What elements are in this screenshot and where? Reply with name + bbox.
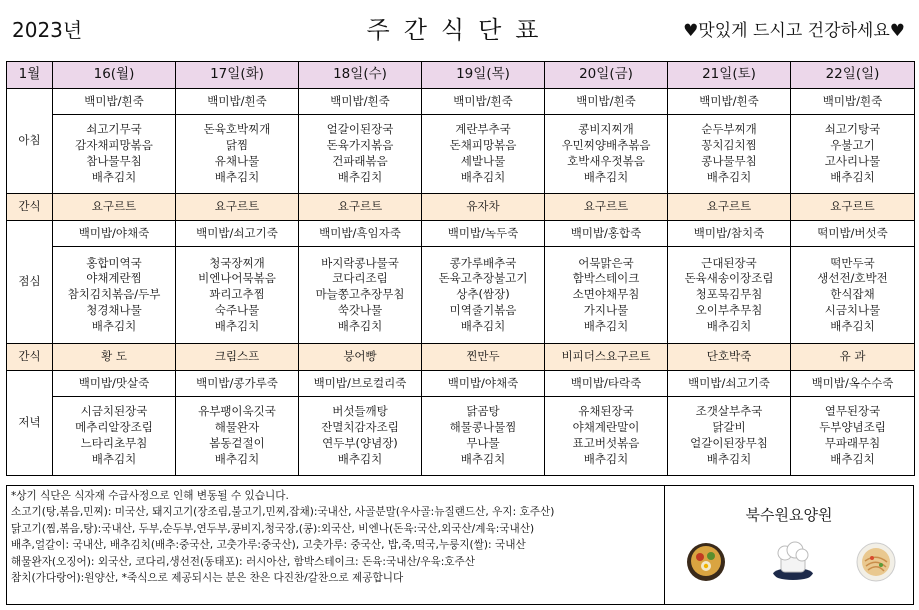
snack2-row (7, 344, 915, 371)
dinner-rice-cell: 백미밥/브로컬리죽 (299, 371, 422, 397)
menu-item: 돈육가지볶음 (326, 138, 394, 153)
snack-cell: 요구르트 (299, 194, 422, 221)
day-header: 18일(수) (299, 62, 422, 89)
snack-cell: 단호박죽 (668, 344, 791, 371)
menu-item: 배추김치 (706, 451, 752, 466)
menu-item: 청국장찌개 (209, 255, 265, 270)
dinner-rice-cell: 백미밥/타락죽 (545, 371, 668, 397)
menu-item: 상추(쌈장) (456, 287, 510, 302)
menu-item: 야채계란말이 (572, 420, 640, 435)
lunch-sides-cell (791, 247, 915, 344)
menu-item: 닭곰탕 (466, 404, 500, 419)
noodle-plate-icon (855, 541, 897, 583)
dinner-rice-cell: 백미밥/옥수수죽 (791, 371, 915, 397)
breakfast-sides-cell (299, 115, 422, 194)
dinner-rice-cell: 백미밥/쇠고기죽 (668, 371, 791, 397)
lunch-sides-cell (176, 247, 299, 344)
breakfast-rice-cell: 백미밥/흰죽 (545, 89, 668, 115)
menu-item: 돈채피망볶음 (449, 138, 517, 153)
menu-item: 닭찜 (225, 138, 249, 153)
dinner-sides-cell (668, 397, 791, 476)
menu-item: 어묵맑은국 (578, 255, 634, 270)
menu-item: 유채나물 (214, 154, 260, 168)
menu-item: 호박새우젓볶음 (567, 154, 645, 168)
menu-item: 배추김치 (583, 318, 629, 333)
day-header: 19일(목) (422, 62, 545, 89)
breakfast-sides-cell (791, 115, 915, 194)
snack-cell: 크림스프 (176, 344, 299, 371)
snack-cell: 유자차 (422, 194, 545, 221)
lunch-rice-cell: 떡미밥/버섯죽 (791, 221, 915, 247)
menu-item: 배추김치 (91, 318, 137, 333)
chef-hat-icon (769, 541, 817, 583)
menu-item: 순두부찌개 (701, 122, 757, 137)
snack-cell: 요구르트 (668, 194, 791, 221)
day-header-row (7, 62, 915, 89)
brand-box (664, 485, 914, 605)
lunch-sides-cell (545, 247, 668, 344)
menu-item: 청경채나물 (86, 302, 142, 317)
dinner-rice-cell: 백미밥/맛살죽 (53, 371, 176, 397)
menu-item: 비엔나어묵볶음 (198, 271, 276, 286)
menu-item: 우민찌양배추볶음 (561, 138, 651, 153)
menu-item: 배추김치 (337, 451, 383, 466)
menu-item: 배추김치 (214, 318, 260, 333)
menu-item: 시금치된장국 (80, 404, 148, 419)
menu-item: 함박스테이크 (572, 271, 640, 286)
lunch-rice-cell: 백미밥/야채죽 (53, 221, 176, 247)
breakfast-sides-row (7, 115, 915, 194)
menu-item: 가지나물 (583, 302, 629, 317)
snack-cell: 황 도 (53, 344, 176, 371)
menu-item: 배추김치 (583, 451, 629, 466)
menu-item: 쇠고기무국 (86, 122, 142, 137)
note-line: 배추,얼갈이: 국내산, 배추김치(배추:중국산, 고춧가루:중국산), 고춧가루: 중국산, 밥,죽,떡국,누룽지(쌀): 국내산 (11, 539, 526, 552)
note-line: *상기 식단은 식자재 수급사정으로 인해 변동될 수 있습니다. (11, 490, 289, 502)
breakfast-rice-row (7, 89, 915, 115)
menu-item: 배추김치 (460, 169, 506, 184)
menu-item: 배추김치 (337, 318, 383, 333)
note-line: 해물완자(오징어): 외국산, 코다리,생선전(동태포): 러시아산, 함박스테이크: 돈육:국내산/우육:호주산 (11, 555, 475, 568)
lunch-rice-cell: 백미밥/홍합죽 (545, 221, 668, 247)
snack2-label: 간식 (7, 344, 53, 371)
menu-item: 계란부추국 (455, 122, 511, 137)
menu-item: 소면야채무침 (572, 287, 640, 302)
menu-item: 메추리알장조림 (75, 420, 153, 435)
menu-item: 코다리조림 (332, 271, 388, 286)
menu-item: 돈육새송이장조림 (684, 271, 774, 286)
dinner-sides-cell (299, 397, 422, 476)
breakfast-rice-cell: 백미밥/흰죽 (422, 89, 545, 115)
dinner-rice-cell: 백미밥/야채죽 (422, 371, 545, 397)
menu-item: 콩나물무침 (701, 154, 757, 168)
day-header: 17일(화) (176, 62, 299, 89)
day-header: 20일(금) (545, 62, 668, 89)
menu-item: 배추김치 (214, 451, 260, 466)
breakfast-rice-cell: 백미밥/흰죽 (791, 89, 915, 115)
page-title: 주간식단표 (366, 16, 553, 44)
day-header: 22일(일) (791, 62, 915, 89)
lunch-rice-cell: 백미밥/참치죽 (668, 221, 791, 247)
menu-item: 배추김치 (91, 169, 137, 184)
menu-item: 참나물무침 (86, 154, 142, 168)
dinner-sides-cell (53, 397, 176, 476)
menu-item: 배추김치 (337, 169, 383, 184)
menu-item: 느타리초무침 (80, 436, 148, 450)
menu-item: 생선전/호박전 (817, 271, 888, 286)
facility-name: 북수원요양원 (745, 506, 833, 524)
breakfast-rice-cell: 백미밥/흰죽 (176, 89, 299, 115)
menu-item: 잔멸치감자조림 (321, 420, 399, 435)
snack-cell: 요구르트 (791, 194, 915, 221)
snack-cell: 요구르트 (545, 194, 668, 221)
notes-box (6, 485, 664, 605)
menu-item: 배추김치 (706, 169, 752, 184)
breakfast-label: 아침 (7, 89, 53, 194)
dinner-sides-cell (545, 397, 668, 476)
dinner-sides-cell (176, 397, 299, 476)
breakfast-sides-cell (176, 115, 299, 194)
menu-item: 고사리나물 (824, 154, 881, 168)
menu-item: 배추김치 (91, 451, 137, 466)
menu-item: 청포묵김무침 (695, 287, 763, 302)
note-line: 소고기(탕,볶음,민찌): 미국산, 돼지고기(장조림,불고기,민찌,잡채):국내산, 사골분말(우사골:뉴질랜드산, 우지: 호주산) (11, 506, 555, 519)
breakfast-sides-cell (545, 115, 668, 194)
menu-item: 유부팽이욱깃국 (198, 404, 276, 419)
menu-item: 배추김치 (460, 318, 506, 333)
menu-item: 건파래볶음 (332, 154, 388, 168)
menu-item: 버섯들깨탕 (332, 404, 388, 419)
menu-item: 바지락콩나물국 (321, 255, 399, 270)
month-label: 1월 (7, 62, 53, 89)
menu-item: 세발나물 (460, 154, 506, 168)
menu-item: 무파래무침 (824, 436, 881, 450)
lunch-sides-cell (299, 247, 422, 344)
menu-item: 참치김치볶음/두부 (67, 287, 161, 302)
dinner-label: 저녁 (7, 371, 53, 476)
breakfast-rice-cell: 백미밥/흰죽 (668, 89, 791, 115)
menu-item: 조갯살부추국 (695, 404, 763, 419)
menu-item: 표고버섯볶음 (572, 436, 640, 450)
menu-item: 콩비지찌개 (578, 122, 634, 137)
lunch-rice-cell: 백미밥/흑임자죽 (299, 221, 422, 247)
menu-item: 근대된장국 (701, 255, 757, 270)
menu-item: 콩가루배추국 (449, 255, 517, 270)
lunch-rice-row (7, 221, 915, 247)
menu-item: 봄동겉절이 (209, 436, 265, 450)
bibimbap-bowl-icon (685, 541, 727, 583)
greeting-text: ♥맛있게 드시고 건강하세요♥ (683, 21, 905, 41)
menu-item: 얼갈이된장무침 (690, 436, 768, 450)
menu-item: 해물콩나물찜 (449, 420, 517, 435)
snack-cell: 요구르트 (176, 194, 299, 221)
menu-item: 배추김치 (583, 169, 629, 184)
year-label: 2023년 (12, 18, 83, 42)
lunch-rice-cell: 백미밥/녹두죽 (422, 221, 545, 247)
menu-item: 얼갈이된장국 (326, 122, 394, 137)
menu-item: 배추김치 (830, 169, 875, 184)
menu-item: 연두부(양념장) (322, 436, 398, 450)
menu-item: 홍합미역국 (86, 255, 142, 270)
snack1-row (7, 194, 915, 221)
menu-item: 시금치나물 (824, 302, 881, 317)
weekly-menu-table (6, 61, 915, 476)
menu-item: 미역줄기볶음 (449, 302, 517, 317)
dinner-rice-row (7, 371, 915, 397)
snack-cell: 찐만두 (422, 344, 545, 371)
menu-item: 돈육호박찌개 (203, 122, 271, 137)
menu-item: 닭갈비 (712, 420, 746, 435)
menu-item: 열무된장국 (824, 404, 881, 419)
menu-item: 해물완자 (214, 420, 260, 435)
menu-item: 감자채피망볶음 (75, 138, 153, 153)
lunch-sides-row (7, 247, 915, 344)
menu-item: 야채계란찜 (86, 271, 142, 286)
day-header: 16(월) (53, 62, 176, 89)
menu-item: 오이부추무침 (695, 302, 763, 317)
menu-item: 무나물 (466, 436, 500, 450)
day-header: 21일(토) (668, 62, 791, 89)
menu-item: 꽁치김치찜 (701, 138, 757, 153)
lunch-label: 점심 (7, 221, 53, 344)
lunch-sides-cell (53, 247, 176, 344)
breakfast-rice-cell: 백미밥/흰죽 (299, 89, 422, 115)
menu-item: 두부양념조림 (819, 420, 886, 435)
menu-item: 꽈리고추찜 (209, 287, 265, 302)
lunch-sides-cell (422, 247, 545, 344)
menu-item: 유채된장국 (578, 404, 634, 419)
snack1-label: 간식 (7, 194, 53, 221)
lunch-sides-cell (668, 247, 791, 344)
breakfast-sides-cell (422, 115, 545, 194)
menu-item: 배추김치 (706, 318, 752, 333)
menu-item: 배추김치 (830, 318, 875, 333)
menu-item: 쑥갓나물 (337, 302, 383, 317)
menu-item: 배추김치 (830, 451, 875, 466)
breakfast-rice-cell: 백미밥/흰죽 (53, 89, 176, 115)
menu-item: 돈육고추장불고기 (438, 271, 528, 286)
snack-cell: 유 과 (791, 344, 915, 371)
dinner-sides-cell (791, 397, 915, 476)
menu-item: 배추김치 (460, 451, 506, 466)
breakfast-sides-cell (668, 115, 791, 194)
menu-item: 떡만두국 (830, 255, 875, 270)
breakfast-sides-cell (53, 115, 176, 194)
snack-cell: 요구르트 (53, 194, 176, 221)
menu-item: 쇠고기탕국 (824, 122, 881, 137)
dinner-rice-cell: 백미밥/콩가루죽 (176, 371, 299, 397)
menu-item: 마늘쫑고추장무침 (315, 287, 405, 302)
snack-cell: 비피더스요구르트 (545, 344, 668, 371)
snack-cell: 붕어빵 (299, 344, 422, 371)
note-line: 참치(가다랑어):원양산, *죽식으로 제공되시는 분은 찬은 다진찬/갈찬으로 제공합니다 (11, 572, 404, 585)
menu-item: 배추김치 (214, 169, 260, 184)
menu-item: 우불고기 (830, 138, 875, 153)
menu-item: 숙주나물 (214, 302, 260, 317)
note-line: 닭고기(찜,볶음,탕):국내산, 두부,순두부,연두부,콩비지,청국장,(콩):외국산, 비엔나(돈육:국산,외국산/계육:국내산) (11, 522, 535, 535)
menu-item: 한식잡채 (830, 287, 875, 302)
lunch-rice-cell: 백미밥/쇠고기죽 (176, 221, 299, 247)
dinner-sides-row (7, 397, 915, 476)
dinner-sides-cell (422, 397, 545, 476)
